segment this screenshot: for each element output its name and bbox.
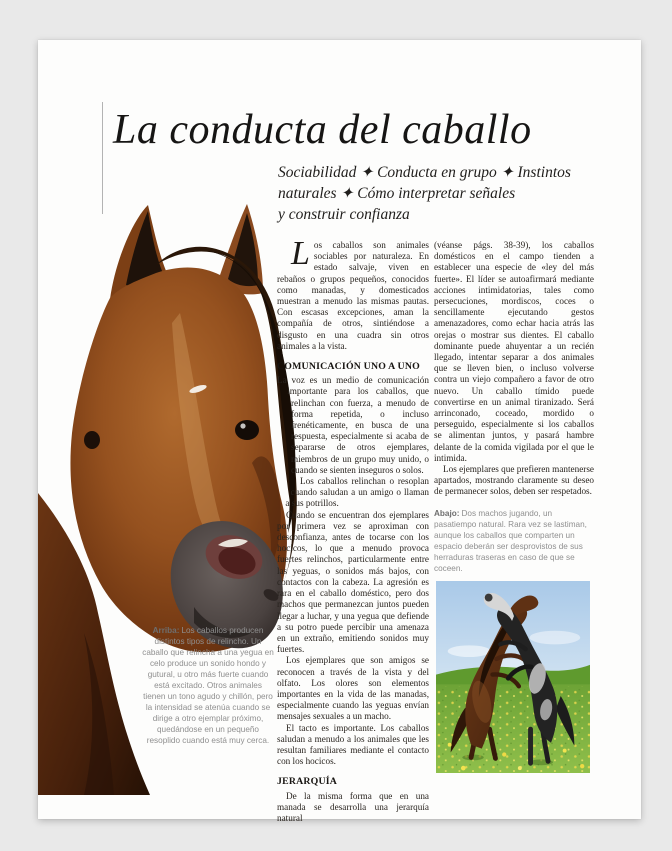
body-paragraph: La voz es un medio de comunicación importante para los caballos, que relinchan con fuerza, a menudo de forma repetida, o incluso frenéticamente, en busca de una respuesta, especialmente si acaba de separarse de otros ejemplares, miembros de un grupo muy unido, o cuando se sienten inseguros o solos. xyxy=(277,375,429,475)
caption-text: Dos machos jugando, un pasatiempo natural. Rara vez se lastiman, aunque los caballos que comparten un espacio deberán ser desprovistos de sus herraduras traseras en caso de que se coceen. xyxy=(434,508,587,573)
body-paragraph xyxy=(277,235,429,352)
drop-cap: L xyxy=(291,235,310,272)
paragraph-text: os caballos son animales sociables por naturaleza. En estado salvaje, viven en rebaños o grupos pequeños, conocidos como manadas, y domesticados muestran a menudo las mismas pautas. Con escasas excepciones, aman la compañía de otros, sintiéndose a disgusto en una cuadra sin otros animales a la vista. xyxy=(277,240,429,351)
page-title: La conducta del caballo xyxy=(113,107,532,153)
book-page xyxy=(38,40,641,823)
subtitle-line: naturales ✦ Cómo interpretar señales xyxy=(278,185,516,202)
caption-lead: Abajo: xyxy=(434,508,460,518)
photo-caption-top xyxy=(142,625,274,746)
section-heading-hierarchy: JERARQUÍA xyxy=(277,776,338,788)
subtitle-line: y construir confianza xyxy=(278,206,410,223)
two-horses-photo xyxy=(434,581,592,773)
section-heading-communication: COMUNICACIÓN UNO A UNO xyxy=(277,361,420,373)
body-paragraph: Cuando se encuentran dos ejemplares por primera vez se aproximan con desconfianza, antes de tocarse con los hocicos, lo que a menudo provoca fuertes relinchos, particularmente entre las yeguas, o sonidos más bajos, con contactos con la cabeza. La agresión es rara en el caballo doméstico, pero dos machos que permanezcan juntos pueden llegar a luchar, y una yegua que defiende a su potro puede percibir una amenaza en un extraño, emitiendo sonidos muy fuertes. xyxy=(277,509,429,655)
title-rule xyxy=(102,102,103,214)
subtitle-line: Sociabilidad ✦ Conducta en grupo ✦ Instintos xyxy=(278,164,571,181)
body-paragraph: (véanse págs. 38-39), los caballos domésticos en el campo tienden a establecer una especie de «ley del más fuerte». El líder se autoafirmará mediante acciones intimidatorias, tales como persecuciones, mordiscos, coces o sencillamente ejecutando gestos amenazadores, como echar hacia atrás las orejas o mostrar sus dientes. El caballo dominante puede ahuyentar a un recién llegado, intentar separar a dos animales que se lleven bien, o incluso volverse contra un viejo compañero a favor de otro nuevo. Un caballo tímido puede convertirse en un animal tiranizado. Será arrinconado, coceado, mordido o perseguido, especialmente si los caballos se alimentan juntos, y pasará hambre delante de la comida vigilada por el que le intimida. xyxy=(434,240,594,463)
photo-caption-bottom xyxy=(434,508,594,574)
middle-column xyxy=(277,235,429,823)
body-paragraph: De la misma forma que en una manada se desarrolla una jerarquía natural xyxy=(277,790,429,823)
body-paragraph: Los ejemplares que prefieren mantenerse apartados, mostrando claramente su deseo de permanecer solos, deben ser respetados. xyxy=(434,464,595,497)
body-paragraph: El tacto es importante. Los caballos saludan a menudo a los animales que les resultan familiares mediante el contacto con los hocicos. xyxy=(277,722,429,767)
body-paragraph: Los caballos relinchan o resoplan cuando saludan a un amigo o llaman a sus potrillos. xyxy=(285,476,429,509)
right-column xyxy=(434,240,594,796)
page-subtitle xyxy=(278,162,571,225)
caption-text: Los caballos producen distintos tipos de relincho. Un caballo que relincha a una yegua en celo produce un sonido hondo y gutural, u otro más fuerte cuando está excitado. Otros animales tienen un tono agudo y chillón, pero la intensidad se atenúa cuando se dirige a otro ejemplar próximo, quedándose en un pequeño resoplido cuando está muy cerca. xyxy=(142,626,274,745)
body-paragraph: Los ejemplares que son amigos se reconocen a través de la vista y del olfato. Los olores son elementos importantes en la vida de las manadas, especialmente cuando las yeguas envían mensajes sexuales a un macho. xyxy=(277,655,429,722)
caption-lead: Arriba: xyxy=(152,626,180,635)
